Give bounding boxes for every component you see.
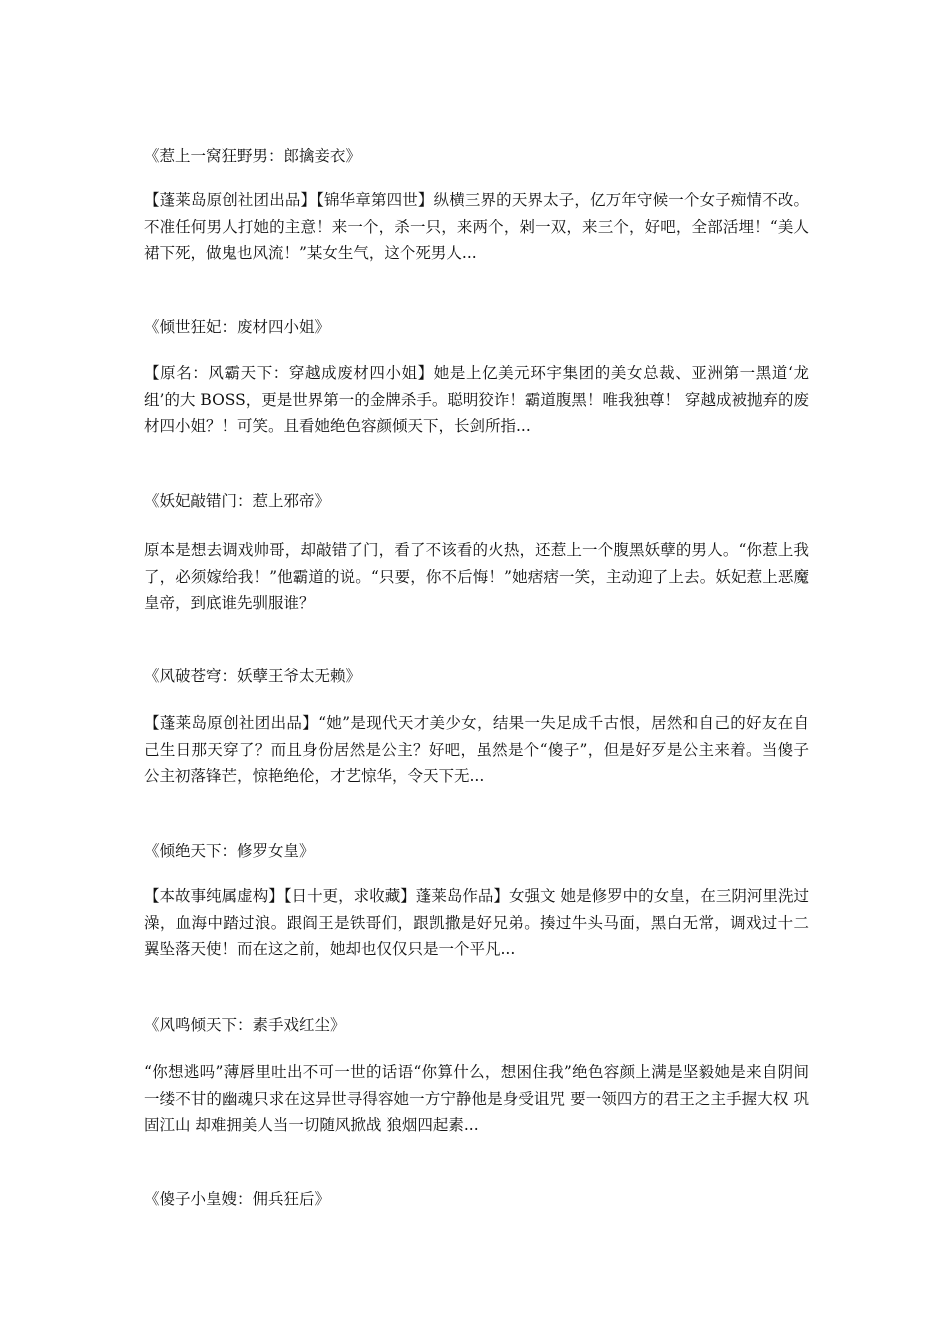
book-title-6: 《风鸣倾天下：素手戏红尘》 [144, 1016, 346, 1034]
book-description-1: 【蓬莱岛原创社团出品】【锦华章第四世】纵横三界的天界太子，亿万年守候一个女子痴情不改。不准任何男人打她的主意！来一个，杀一只，来两个，剁一双，来三个，好吧，全部活埋！“美人裙下死，做鬼也风流！”某女生气，这个死男人... [144, 191, 809, 262]
book-description-5: 【本故事纯属虚构】【日十更，求收藏】蓬莱岛作品】女强文 她是修罗中的女皇，在三阴河里洗过澡，血海中踏过浪。跟阎王是铁哥们，跟凯撒是好兄弟。揍过牛头马面，黑白无常，调戏过十二翼坠落天使！而在这之前，她却也仅仅只是一个平凡... [144, 887, 809, 958]
book-title-4: 《风破苍穹：妖孽王爷太无赖》 [144, 667, 362, 685]
book-title-2: 《倾世狂妃：废材四小姐》 [144, 318, 331, 336]
book-description-4: 【蓬莱岛原创社团出品】“她”是现代天才美少女，结果一失足成千古恨，居然和自己的好友在自己生日那天穿了？而且身份居然是公主？好吧，虽然是个“傻子”，但是好歹是公主来着。当傻子公主初落锋芒，惊艳绝伦，才艺惊华，令天下无... [144, 714, 809, 785]
book-description-6: “你想逃吗”薄唇里吐出不可一世的话语“你算什么，想困住我”绝色容颜上满是坚毅她是来自阴间一缕不甘的幽魂只求在这异世寻得容她一方宁静他是身受诅咒 要一领四方的君王之主手握大权 巩固江山 却难拥美人当一切随风掀战 狼烟四起素... [144, 1063, 809, 1134]
book-title-5: 《倾绝天下：修罗女皇》 [144, 842, 315, 860]
book-description-2: 【原名：风霸天下：穿越成废材四小姐】她是上亿美元环宇集团的美女总裁、亚洲第一黑道‘龙组’的大 BOSS，更是世界第一的金牌杀手。聪明狡诈！霸道腹黑！唯我独尊！ 穿越成被抛弃的废材四小姐？！可笑。且看她绝色容颜倾天下，长剑所指... [144, 364, 809, 435]
book-title-3: 《妖妃敲错门：惹上邪帝》 [144, 492, 331, 510]
book-description-3: 原本是想去调戏帅哥，却敲错了门，看了不该看的火热，还惹上一个腹黑妖孽的男人。“你惹上我了，必须嫁给我！”他霸道的说。“只要，你不后悔！”她痞痞一笑，主动迎了上去。妖妃惹上恶魔皇帝，到底谁先驯服谁？ [144, 541, 809, 612]
book-title-1: 《惹上一窝狂野男：郎擒妾衣》 [144, 147, 362, 165]
book-title-7: 《傻子小皇嫂：佣兵狂后》 [144, 1190, 331, 1208]
